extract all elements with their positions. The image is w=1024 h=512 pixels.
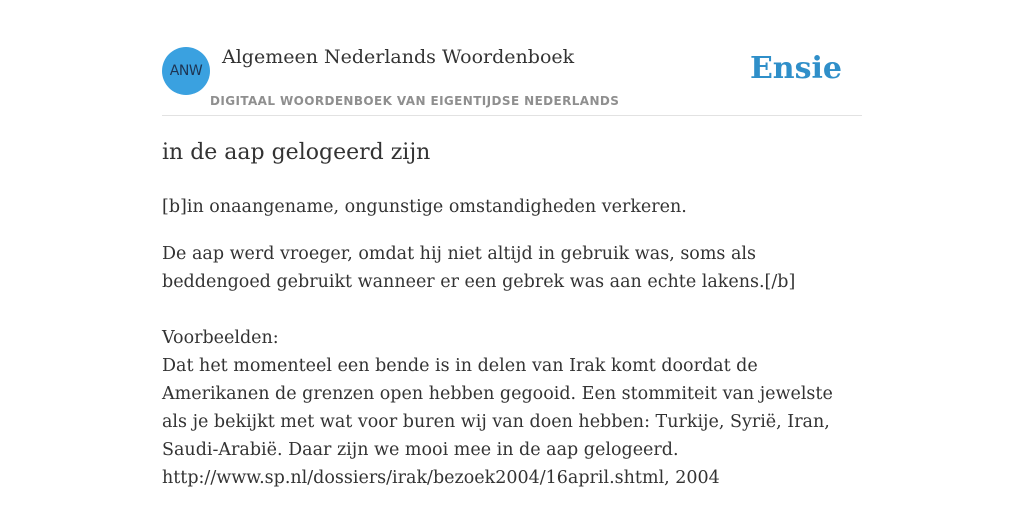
entry-title: in de aap gelogeerd zijn [162,140,431,165]
examples-label: Voorbeelden: [162,328,279,348]
page [162,0,862,512]
site-title[interactable]: Algemeen Nederlands Woordenboek [222,46,575,68]
ensie-brand-link[interactable]: Ensie [749,51,842,86]
entry-explanation: De aap werd vroeger, omdat hij niet altijd in gebruik was, soms als beddengoed gebruikt wanneer er een gebrek was aan echte lakens.[/b] [162,244,796,292]
example-text: Dat het momenteel een bende is in delen van Irak komt doordat de Amerikanen de grenzen open hebben gegooid. Een stommiteit van jewelste als je bekijkt met wat voor buren wij van doen hebben: Turkije, Syrië, Iran, Saudi-Arabië. Daar zijn we mooi mee in de aap gelogeerd. [162,356,833,460]
entry-definition: [b]in onaangename, ongunstige omstandigheden verkeren. [162,197,687,217]
header [162,0,862,116]
anw-logo[interactable]: ANW [162,47,210,95]
examples-section [162,324,862,492]
example-source: http://www.sp.nl/dossiers/irak/bezoek2004/16april.shtml, 2004 [162,468,720,488]
site-subtitle: DIGITAAL WOORDENBOEK VAN EIGENTIJDSE NEDERLANDS [210,94,620,108]
